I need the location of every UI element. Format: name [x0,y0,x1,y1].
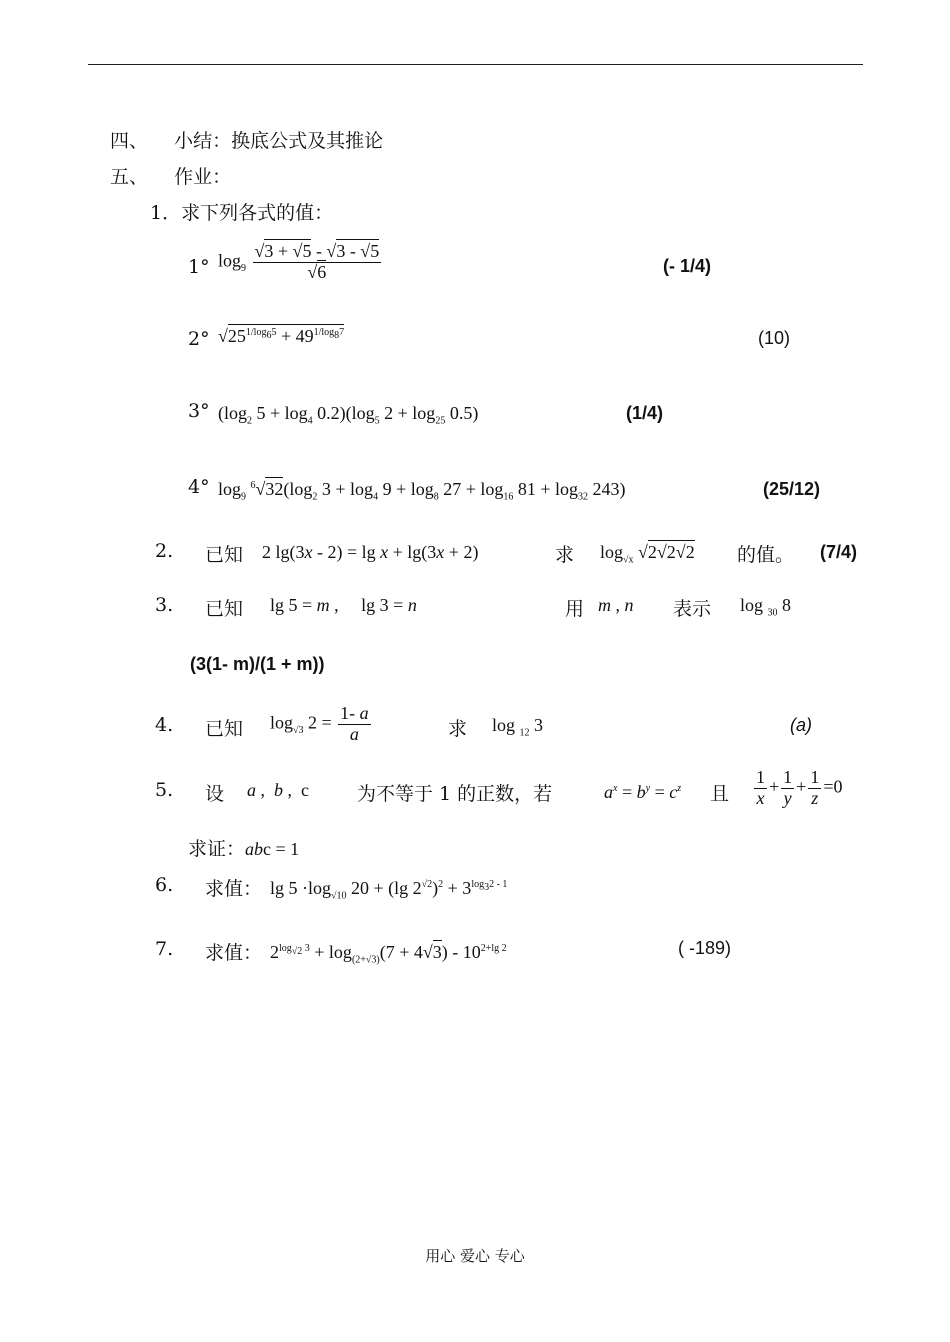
header-rule [88,64,863,65]
q3-target-formula: log $_{30}$ 8 [740,595,792,619]
q5-condition-formula: $a^x = b^y = c^z$ [604,782,682,802]
q1-item3-answer: (1/4) [626,403,664,423]
q1-item4-number: 4° [188,476,210,498]
q5-and: 且 [710,783,730,805]
q1-item1-formula: $\log_9$ $\frac{√3 + √5 - √3 - √5}{√6}$ [218,241,380,282]
q5-proof [188,834,299,861]
q1-item1-answer: (- 1/4) [663,256,712,276]
q5-set: 设 [205,783,225,805]
q3-known: 已知 [205,598,244,620]
section-homework [110,162,231,189]
section-number: 五、 [110,166,149,188]
section-summary [110,126,383,153]
q5-number: 5. [155,779,174,801]
q4-ask: 求 [448,718,468,740]
q5-proof-formula: abc = 1 [245,839,300,859]
q1-item2-formula: $√25^{1/log_65} + 49^{1/log_87}$ [218,326,345,346]
q5-vars: a , b , c [247,780,309,800]
q1-item3-number: 3° [188,400,210,422]
q3-number: 3. [155,594,174,616]
q1-label: 1．求下列各式的值： [150,202,334,224]
q7-answer: ( -189) [678,938,732,958]
q1-item4-answer: (25/12) [763,479,821,499]
q2-answer: (7/4) [820,542,858,562]
q3-vars: m , n [598,595,634,615]
q2-number: 2. [155,540,174,562]
q4-known: 已知 [205,718,244,740]
q2-target-formula: $\log_{√x} √2√2√2$ [600,542,695,566]
q2-condition-formula: 2 lg(3x - 2) = lg x + lg(3x + 2) [262,542,479,562]
q6-formula: $\lg 5 \cdot\log_{√10}$ 20 + (lg $2^{√2})^2 + 3^{log_32 - 1}$ [270,878,508,902]
q2-known: 已知 [205,544,244,566]
section-number: 四、 [110,130,149,152]
q4-number: 4. [155,714,174,736]
q1-item4-formula: $\log_9 ^6√32(\log_2$ $3 + \log_4 9 + \log_8 27 + \log_{16} 81 + \log_{32} 243$) [218,479,626,503]
q6-number: 6. [155,874,174,896]
q1-item3-formula: ($\log_2$ $5 + \log_4 0.2)(\log_5$ $2 + \log_{25} 0.5$) [218,403,479,427]
section-title: 作业： [174,166,232,188]
q1-item2-answer: (10) [758,328,791,348]
q4-answer: (a) [790,715,812,735]
q2-ask: 求 [555,544,575,566]
q3-answer: (3(1- m)/(1 + m)) [190,654,325,674]
q2-tail: 的值。 [737,544,795,566]
q7-formula: $2^{log_{√2} 3} + \log_{(2+√3)}(7 + 4√3) - 10^{2+lg 2}$ [270,942,507,966]
q4-target-formula: log $_{12}$ 3 [492,715,544,739]
q1-item2-number: 2° [188,328,210,350]
q3-condition-formula: lg 5 = m , lg 3 = n [270,595,417,615]
q5-condition: 为不等于 1 的正数，若 [357,783,553,805]
section-title: 小结：换底公式及其推论 [174,130,384,152]
q3-use: 用 [565,598,585,620]
q3-express: 表示 [673,598,712,620]
q5-proof-label: 求证： [188,838,246,860]
q1-item1-number: 1° [188,256,210,278]
q6-label: 求值： [205,878,263,900]
q7-number: 7. [155,938,174,960]
q7-label: 求值： [205,942,263,964]
q5-sum-formula: $\frac{1}{x}$ + $\frac{1}{y}$ + $\frac{1}{z}$ =0 [756,767,843,808]
q4-condition-formula: $\log_{√3} 2$ = $\frac{1- a}{a}$ [270,703,369,744]
page-footer: 用心 爱心 专心 [425,1247,525,1265]
